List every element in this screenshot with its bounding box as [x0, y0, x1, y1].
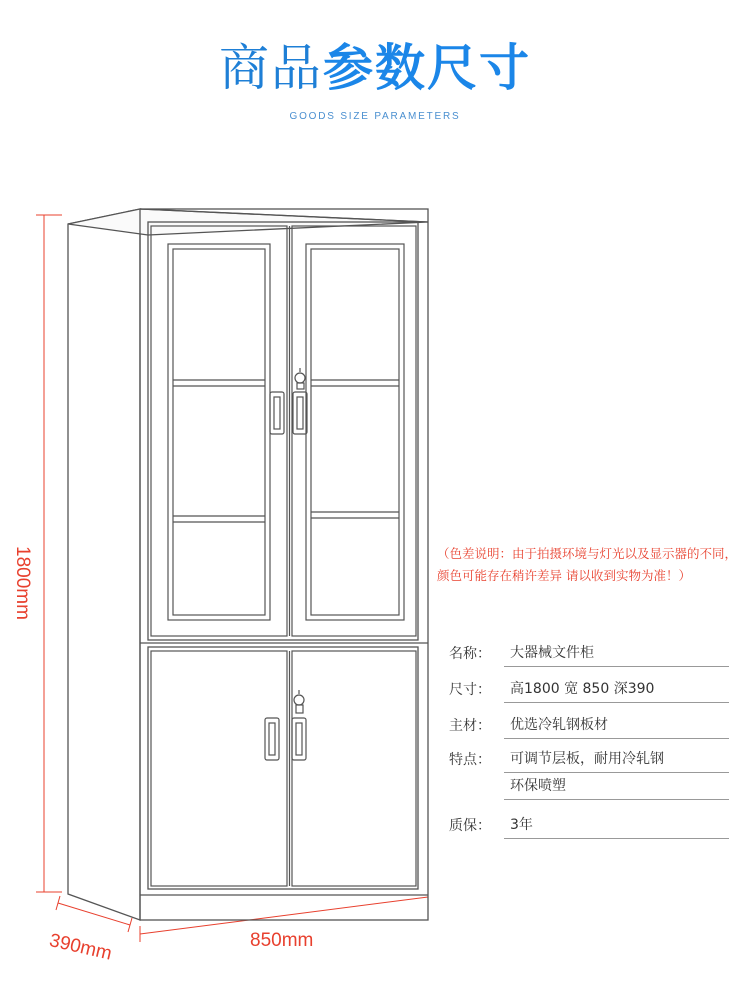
- cabinet-body: [68, 209, 428, 920]
- height-dimension: 1800mm: [12, 546, 33, 620]
- page-subtitle: GOODS SIZE PARAMETERS: [289, 111, 461, 122]
- title-part-2: 参数尺寸: [323, 39, 531, 97]
- spec-label: 质保：: [449, 818, 491, 834]
- spec-value: 可调节层板，耐用冷轧钢: [504, 746, 729, 773]
- spec-value: 大器械文件柜: [504, 640, 729, 667]
- spec-value: 环保喷塑: [504, 773, 729, 800]
- spec-row: [449, 640, 729, 668]
- spec-row: [449, 712, 729, 740]
- spec-values: [504, 712, 729, 739]
- spec-values: [504, 640, 729, 667]
- spec-row: [449, 676, 729, 704]
- spec-value: 3年: [504, 812, 729, 839]
- depth-dimension: 390mm: [47, 930, 114, 965]
- spec-label: 特点：: [449, 752, 491, 768]
- spec-value: 高1800 宽 850 深390: [504, 676, 729, 703]
- width-dimension: 850mm: [250, 930, 314, 951]
- color-disclaimer: （色差说明：由于拍摄环境与灯光以及显示器的不同，颜色可能存在稍许差异 请以收到实物为准！）: [437, 546, 738, 583]
- spec-label: 尺寸：: [449, 682, 491, 698]
- spec-label: 主材：: [449, 718, 491, 734]
- spec-label: 名称：: [449, 646, 491, 662]
- title-part-1: 商品: [219, 39, 323, 97]
- upper-glass-doors: [151, 226, 416, 636]
- spec-row: [449, 746, 729, 800]
- lower-doors: [151, 651, 416, 886]
- spec-value: 优选冷轧钢板材: [504, 712, 729, 739]
- spec-values: [504, 812, 729, 839]
- spec-list: [449, 640, 729, 840]
- spec-values: [504, 676, 729, 703]
- spec-row: [449, 812, 729, 840]
- spec-values: [504, 746, 729, 800]
